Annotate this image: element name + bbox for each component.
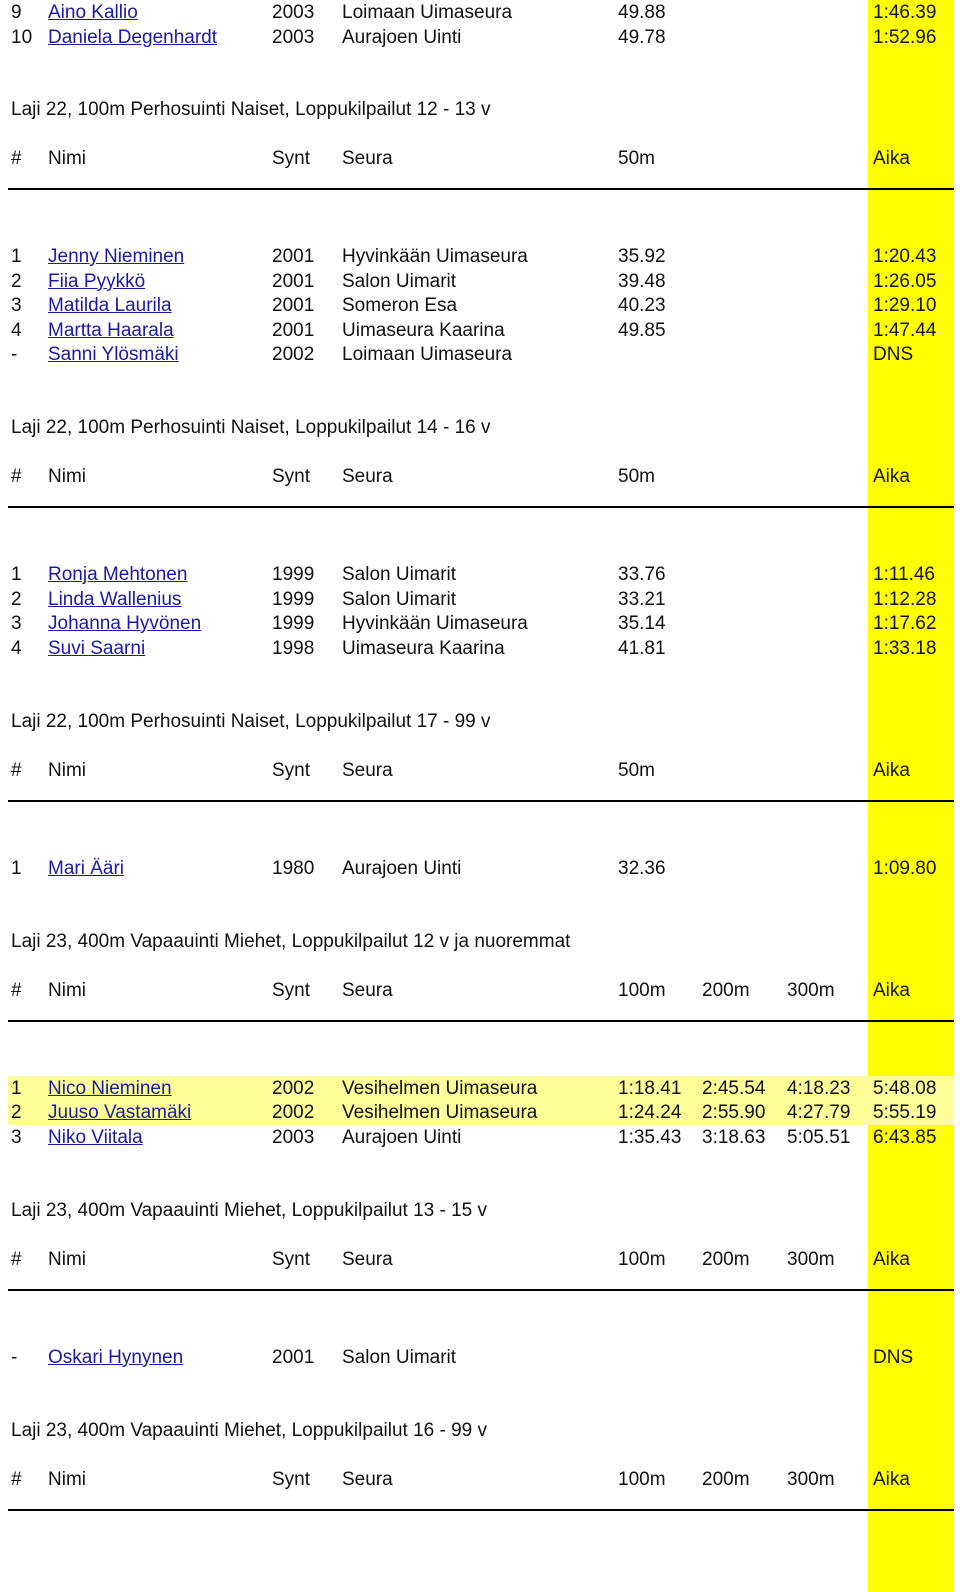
name-header: Nimi [48, 148, 86, 169]
club-cell: Aurajoen Uinti [342, 26, 462, 48]
rank-header: # [11, 759, 22, 781]
name-header: Nimi [48, 1468, 86, 1490]
split-cell: 41.81 [618, 637, 666, 659]
birth-year-cell: 2001 [272, 246, 315, 267]
time-cell: 1:47.44 [873, 319, 937, 341]
rank-cell: 3 [11, 295, 22, 316]
swimmer-name-cell [48, 318, 174, 343]
rank-cell: 2 [11, 588, 22, 610]
club-header: Seura [342, 979, 393, 1001]
event-title: Laji 22, 100m Perhosuinti Naiset, Loppukilpailut 17 - 99 v [11, 710, 491, 732]
birth-year-cell: 1980 [272, 857, 315, 879]
result-row [0, 0, 960, 25]
time-cell: 1:12.28 [873, 588, 937, 610]
event-title: Laji 22, 100m Perhosuinti Naiset, Loppukilpailut 14 - 16 v [11, 417, 491, 438]
swimmer-link[interactable]: Martta Haarala [48, 319, 174, 341]
birth-year-cell: 2002 [272, 1077, 315, 1099]
swimmer-link[interactable]: Johanna Hyvönen [48, 613, 202, 634]
header-divider [8, 188, 954, 190]
birth-year-cell: 1999 [272, 588, 315, 610]
rank-cell: 10 [11, 26, 33, 48]
swimmer-link[interactable]: Sanni Ylösmäki [48, 344, 179, 365]
rank-header: # [11, 1468, 22, 1490]
birth-year-cell: 2003 [272, 1126, 315, 1148]
birth-year-header: Synt [272, 1468, 311, 1490]
club-cell: Salon Uimarit [342, 270, 457, 292]
split-cell: 1:35.43 [618, 1126, 682, 1148]
split-cell: 35.92 [618, 246, 666, 267]
swimmer-name-cell [48, 1125, 143, 1150]
name-header: Nimi [48, 979, 86, 1001]
club-cell: Salon Uimarit [342, 1346, 457, 1368]
result-row [0, 587, 960, 612]
time-cell: 5:55.19 [873, 1102, 937, 1123]
birth-year-cell: 2003 [272, 26, 315, 48]
split-cell: 4:18.23 [787, 1077, 851, 1099]
time-cell: 1:26.05 [873, 270, 937, 292]
swimmer-link[interactable]: Matilda Laurila [48, 295, 172, 316]
event-title: Laji 22, 100m Perhosuinti Naiset, Loppukilpailut 12 - 13 v [11, 99, 491, 120]
birth-year-header: Synt [272, 759, 311, 781]
split-header: 200m [702, 1248, 750, 1270]
swimmer-link[interactable]: Nico Nieminen [48, 1077, 172, 1099]
birth-year-cell: 2002 [272, 344, 315, 365]
club-header: Seura [342, 148, 393, 169]
rank-cell: 1 [11, 246, 22, 267]
rank-cell: 1 [11, 857, 22, 879]
rank-cell: 3 [11, 1126, 22, 1148]
swimmer-link[interactable]: Daniela Degenhardt [48, 26, 218, 48]
result-row [0, 244, 960, 269]
time-cell: 1:46.39 [873, 2, 937, 23]
result-row [0, 562, 960, 587]
rank-cell: 1 [11, 1077, 22, 1099]
time-header: Aika [873, 1468, 910, 1490]
result-row [0, 293, 960, 318]
time-cell: 1:33.18 [873, 637, 937, 659]
split-cell: 33.76 [618, 564, 666, 585]
club-cell: Vesihelmen Uimaseura [342, 1102, 538, 1123]
swimmer-link[interactable]: Linda Wallenius [48, 588, 182, 610]
swimmer-name-cell [48, 587, 181, 612]
result-row [0, 318, 960, 343]
rank-cell: 4 [11, 319, 22, 341]
name-header: Nimi [48, 759, 86, 781]
swimmer-link[interactable]: Jenny Nieminen [48, 246, 185, 267]
rank-cell: 4 [11, 637, 22, 659]
club-cell: Loimaan Uimaseura [342, 344, 513, 365]
club-cell: Salon Uimarit [342, 588, 457, 610]
split-cell: 49.85 [618, 319, 666, 341]
split-header: 50m [618, 759, 655, 781]
club-cell: Hyvinkään Uimaseura [342, 246, 528, 267]
rank-cell: 2 [11, 270, 22, 292]
split-header: 100m [618, 979, 666, 1001]
split-header: 200m [702, 979, 750, 1001]
time-cell: 1:52.96 [873, 26, 937, 48]
split-header: 300m [787, 1468, 835, 1490]
birth-year-cell: 2003 [272, 2, 315, 23]
club-cell: Hyvinkään Uimaseura [342, 613, 528, 634]
swimmer-name-cell [48, 269, 145, 294]
rank-header: # [11, 466, 22, 487]
result-row [0, 856, 960, 881]
split-header: 300m [787, 979, 835, 1001]
birth-year-cell: 1999 [272, 613, 315, 634]
name-header: Nimi [48, 466, 86, 487]
result-row [8, 1100, 954, 1125]
name-header: Nimi [48, 1248, 86, 1270]
time-cell: 1:11.46 [873, 564, 935, 585]
split-cell: 3:18.63 [702, 1126, 766, 1148]
swimmer-link[interactable]: Niko Viitala [48, 1126, 143, 1148]
birth-year-cell: 2002 [272, 1102, 315, 1123]
club-cell: Aurajoen Uinti [342, 857, 462, 879]
rank-header: # [11, 979, 22, 1001]
rank-cell: 1 [11, 564, 22, 585]
split-cell: 5:05.51 [787, 1126, 851, 1148]
swimmer-link[interactable]: Fiia Pyykkö [48, 270, 146, 292]
split-header: 200m [702, 1468, 750, 1490]
swimmer-name-cell [48, 1076, 172, 1101]
split-cell: 2:45.54 [702, 1077, 766, 1099]
result-row [0, 636, 960, 661]
birth-year-header: Synt [272, 148, 311, 169]
swimmer-name-cell [48, 342, 179, 367]
time-cell: 1:29.10 [873, 295, 937, 316]
club-header: Seura [342, 466, 393, 487]
club-header: Seura [342, 1248, 393, 1270]
rank-cell: 3 [11, 613, 22, 634]
split-cell: 39.48 [618, 270, 666, 292]
rank-cell: - [11, 344, 18, 365]
result-row [0, 342, 960, 367]
split-cell: 1:18.41 [618, 1077, 682, 1099]
swimmer-name-cell [48, 1100, 191, 1125]
column-header-row [0, 1247, 960, 1272]
result-row [0, 611, 960, 636]
swimmer-name-cell [48, 611, 201, 636]
split-cell: 1:24.24 [618, 1102, 682, 1123]
split-cell: 40.23 [618, 295, 666, 316]
time-cell: 6:43.85 [873, 1126, 937, 1148]
club-cell: Uimaseura Kaarina [342, 319, 505, 341]
result-row [0, 269, 960, 294]
column-header-row [0, 146, 960, 171]
event-title: Laji 23, 400m Vapaauinti Miehet, Loppukilpailut 16 - 99 v [11, 1419, 488, 1441]
birth-year-cell: 2001 [272, 1346, 315, 1368]
swimmer-name-cell [48, 0, 138, 25]
birth-year-header: Synt [272, 1248, 311, 1270]
swimmer-link[interactable]: Aino Kallio [48, 2, 138, 23]
swimmer-name-cell [48, 636, 145, 661]
split-cell: 32.36 [618, 857, 666, 879]
time-cell: DNS [873, 1346, 914, 1368]
split-cell: 4:27.79 [787, 1102, 851, 1123]
time-header: Aika [873, 466, 910, 487]
rank-cell: - [11, 1346, 18, 1368]
time-header: Aika [873, 759, 910, 781]
column-header-row [0, 978, 960, 1003]
split-cell: 49.78 [618, 26, 666, 48]
birth-year-cell: 2001 [272, 319, 315, 341]
birth-year-cell: 2001 [272, 295, 315, 316]
split-header: 100m [618, 1468, 666, 1490]
time-cell: 1:09.80 [873, 857, 937, 879]
swimmer-link[interactable]: Oskari Hynynen [48, 1346, 184, 1368]
birth-year-header: Synt [272, 979, 311, 1001]
time-cell: DNS [873, 344, 914, 365]
swimmer-link[interactable]: Juuso Vastamäki [48, 1102, 192, 1123]
result-row [0, 25, 960, 50]
event-title: Laji 23, 400m Vapaauinti Miehet, Loppukilpailut 13 - 15 v [11, 1199, 488, 1221]
club-cell: Vesihelmen Uimaseura [342, 1077, 538, 1099]
club-cell: Loimaan Uimaseura [342, 2, 513, 23]
time-cell: 5:48.08 [873, 1077, 937, 1099]
split-header: 100m [618, 1248, 666, 1270]
time-cell: 1:20.43 [873, 246, 937, 267]
split-cell: 2:55.90 [702, 1102, 766, 1123]
swimmer-name-cell [48, 856, 124, 881]
birth-year-cell: 1999 [272, 564, 315, 585]
header-divider [8, 800, 954, 802]
birth-year-cell: 1998 [272, 637, 315, 659]
swimmer-name-cell [48, 25, 217, 50]
club-cell: Someron Esa [342, 295, 458, 316]
split-cell: 33.21 [618, 588, 666, 610]
rank-header: # [11, 1248, 22, 1270]
header-divider [8, 1289, 954, 1291]
swimmer-link[interactable]: Mari Ääri [48, 857, 125, 879]
header-divider [8, 1020, 954, 1022]
time-header: Aika [873, 1248, 910, 1270]
split-header: 50m [618, 148, 655, 169]
birth-year-header: Synt [272, 466, 311, 487]
swimmer-name-cell [48, 1345, 183, 1370]
rank-cell: 9 [11, 2, 22, 23]
time-cell: 1:17.62 [873, 613, 937, 634]
club-header: Seura [342, 759, 393, 781]
split-header: 50m [618, 466, 655, 487]
event-title: Laji 23, 400m Vapaauinti Miehet, Loppukilpailut 12 v ja nuoremmat [11, 930, 571, 952]
header-divider [8, 1509, 954, 1511]
rank-cell: 2 [11, 1102, 22, 1123]
swimmer-name-cell [48, 562, 187, 587]
club-cell: Salon Uimarit [342, 564, 457, 585]
club-cell: Uimaseura Kaarina [342, 637, 505, 659]
header-divider [8, 506, 954, 508]
column-header-row [0, 464, 960, 489]
swimmer-link[interactable]: Ronja Mehtonen [48, 564, 188, 585]
column-header-row [0, 1467, 960, 1492]
result-row [0, 1345, 960, 1370]
split-cell: 35.14 [618, 613, 666, 634]
time-header: Aika [873, 979, 910, 1001]
swimmer-name-cell [48, 244, 184, 269]
result-row [0, 1125, 960, 1150]
column-header-row [0, 758, 960, 783]
swimmer-name-cell [48, 293, 172, 318]
split-header: 300m [787, 1248, 835, 1270]
rank-header: # [11, 148, 22, 169]
birth-year-cell: 2001 [272, 270, 315, 292]
result-row [8, 1076, 954, 1101]
time-header: Aika [873, 148, 910, 169]
club-header: Seura [342, 1468, 393, 1490]
split-cell: 49.88 [618, 2, 666, 23]
club-cell: Aurajoen Uinti [342, 1126, 462, 1148]
swimmer-link[interactable]: Suvi Saarni [48, 637, 146, 659]
